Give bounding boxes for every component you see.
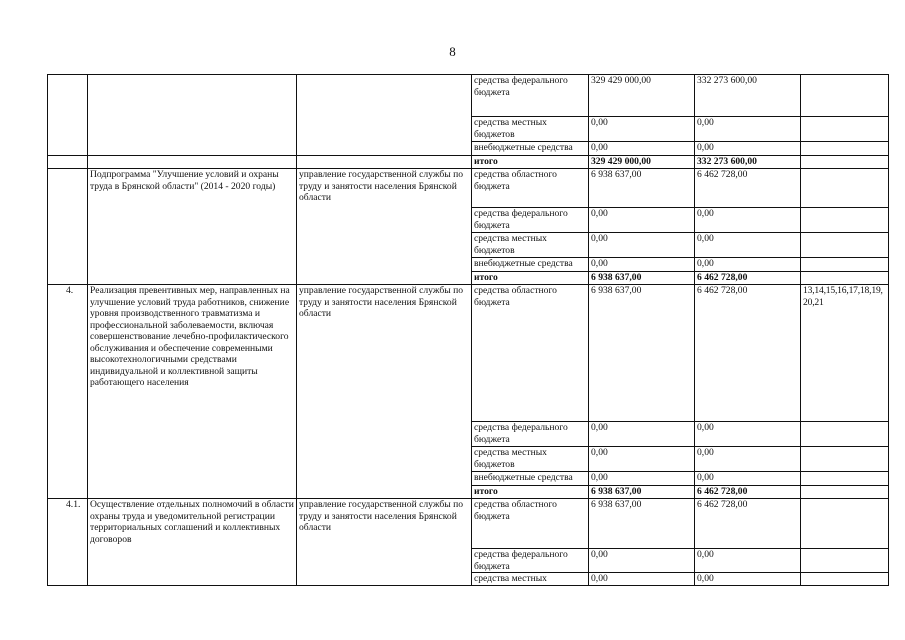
measure-name-cell: Осуществление отдельных полномочий в области охраны труда и уведомительной регистрации территориальных соглашений и коллективных договоров xyxy=(88,499,297,586)
funding-source-cell: средства областного бюджета xyxy=(472,499,589,549)
amount-cell: 0,00 xyxy=(589,258,695,272)
executor-cell: управление государственной службы по труду и занятости населения Брянской области xyxy=(297,499,472,586)
amount-cell: 0,00 xyxy=(589,472,695,486)
table-row xyxy=(48,156,889,169)
funding-source-cell: внебюджетные средства xyxy=(472,142,589,156)
funding-source-cell: средства местных бюджетов xyxy=(472,117,589,142)
funding-source-cell: средства федерального бюджета xyxy=(472,422,589,447)
funding-source-cell: средства федерального бюджета xyxy=(472,208,589,233)
amount-cell: 0,00 xyxy=(695,422,801,447)
indicator-numbers-cell xyxy=(801,75,889,117)
amount-cell: 0,00 xyxy=(589,233,695,258)
indicator-numbers-cell xyxy=(801,573,889,586)
indicator-numbers-cell xyxy=(801,486,889,499)
measure-name-cell xyxy=(88,156,297,169)
amount-cell: 6 938 637,00 xyxy=(589,285,695,422)
executor-cell: управление государственной службы по труду и занятости населения Брянской области xyxy=(297,285,472,499)
amount-cell: 0,00 xyxy=(589,208,695,233)
amount-cell: 0,00 xyxy=(695,447,801,472)
measure-name-cell: Реализация превентивных мер, направленных на улучшение условий труда работников, снижение уровня производственного травматизма и профессиональной заболеваемости, включая совершенствование лечебно-профилактического обслуживания и обеспечение современными высокотехнологичными средствами индивидуальной и коллективной защиты работающего населения xyxy=(88,285,297,499)
amount-cell: 0,00 xyxy=(695,208,801,233)
row-number-cell: 4.1. xyxy=(48,499,88,586)
funding-source-cell: средства местных xyxy=(472,573,589,586)
amount-cell: 6 938 637,00 xyxy=(589,499,695,549)
funding-source-cell: итого xyxy=(472,272,589,285)
amount-cell: 6 462 728,00 xyxy=(695,169,801,208)
amount-cell: 0,00 xyxy=(695,573,801,586)
indicator-numbers-cell xyxy=(801,422,889,447)
executor-cell xyxy=(297,75,472,156)
table-row xyxy=(48,75,889,117)
indicator-numbers-cell xyxy=(801,233,889,258)
funding-source-cell: итого xyxy=(472,156,589,169)
amount-cell: 0,00 xyxy=(695,117,801,142)
amount-cell: 0,00 xyxy=(695,549,801,573)
indicator-numbers-cell: 13,14,15,16,17,18,19, 20,21 xyxy=(801,285,889,422)
indicator-numbers-cell xyxy=(801,208,889,233)
amount-cell: 332 273 600,00 xyxy=(695,75,801,117)
indicator-numbers-cell xyxy=(801,549,889,573)
indicator-numbers-cell xyxy=(801,142,889,156)
executor-cell xyxy=(297,156,472,169)
budget-table xyxy=(47,74,889,586)
funding-source-cell: средства местных бюджетов xyxy=(472,233,589,258)
amount-cell: 0,00 xyxy=(589,549,695,573)
amount-cell: 329 429 000,00 xyxy=(589,156,695,169)
funding-source-cell: итого xyxy=(472,486,589,499)
indicator-numbers-cell xyxy=(801,472,889,486)
indicator-numbers-cell xyxy=(801,447,889,472)
funding-source-cell: средства местных бюджетов xyxy=(472,447,589,472)
funding-source-cell: средства областного бюджета xyxy=(472,169,589,208)
funding-source-cell: средства федерального бюджета xyxy=(472,549,589,573)
page-number: 8 xyxy=(449,44,456,59)
indicator-numbers-cell xyxy=(801,258,889,272)
amount-cell: 6 462 728,00 xyxy=(695,272,801,285)
amount-cell: 0,00 xyxy=(695,258,801,272)
amount-cell: 0,00 xyxy=(589,573,695,586)
amount-cell: 332 273 600,00 xyxy=(695,156,801,169)
amount-cell: 0,00 xyxy=(589,142,695,156)
table-row xyxy=(48,169,889,208)
funding-source-cell: средства федерального бюджета xyxy=(472,75,589,117)
indicator-numbers-cell xyxy=(801,156,889,169)
amount-cell: 6 938 637,00 xyxy=(589,169,695,208)
funding-source-cell: средства областного бюджета xyxy=(472,285,589,422)
funding-source-cell: внебюджетные средства xyxy=(472,258,589,272)
amount-cell: 0,00 xyxy=(695,472,801,486)
amount-cell: 0,00 xyxy=(589,422,695,447)
indicator-numbers-cell xyxy=(801,169,889,208)
amount-cell: 0,00 xyxy=(589,117,695,142)
indicator-numbers-cell xyxy=(801,499,889,549)
table-row xyxy=(48,285,889,422)
row-number-cell xyxy=(48,156,88,169)
amount-cell: 6 462 728,00 xyxy=(695,499,801,549)
amount-cell: 329 429 000,00 xyxy=(589,75,695,117)
amount-cell: 6 462 728,00 xyxy=(695,285,801,422)
executor-cell: управление государственной службы по труду и занятости населения Брянской области xyxy=(297,169,472,285)
table-row xyxy=(48,499,889,549)
amount-cell: 0,00 xyxy=(589,447,695,472)
amount-cell: 6 938 637,00 xyxy=(589,272,695,285)
funding-source-cell: внебюджетные средства xyxy=(472,472,589,486)
amount-cell: 6 462 728,00 xyxy=(695,486,801,499)
amount-cell: 6 938 637,00 xyxy=(589,486,695,499)
measure-name-cell xyxy=(88,75,297,156)
table-body xyxy=(48,75,889,586)
indicator-numbers-cell xyxy=(801,272,889,285)
row-number-cell xyxy=(48,169,88,285)
amount-cell: 0,00 xyxy=(695,233,801,258)
measure-name-cell: Подпрограмма "Улучшение условий и охраны труда в Брянской области" (2014 - 2020 годы) xyxy=(88,169,297,285)
row-number-cell xyxy=(48,75,88,156)
amount-cell: 0,00 xyxy=(695,142,801,156)
row-number-cell: 4. xyxy=(48,285,88,499)
indicator-numbers-cell xyxy=(801,117,889,142)
